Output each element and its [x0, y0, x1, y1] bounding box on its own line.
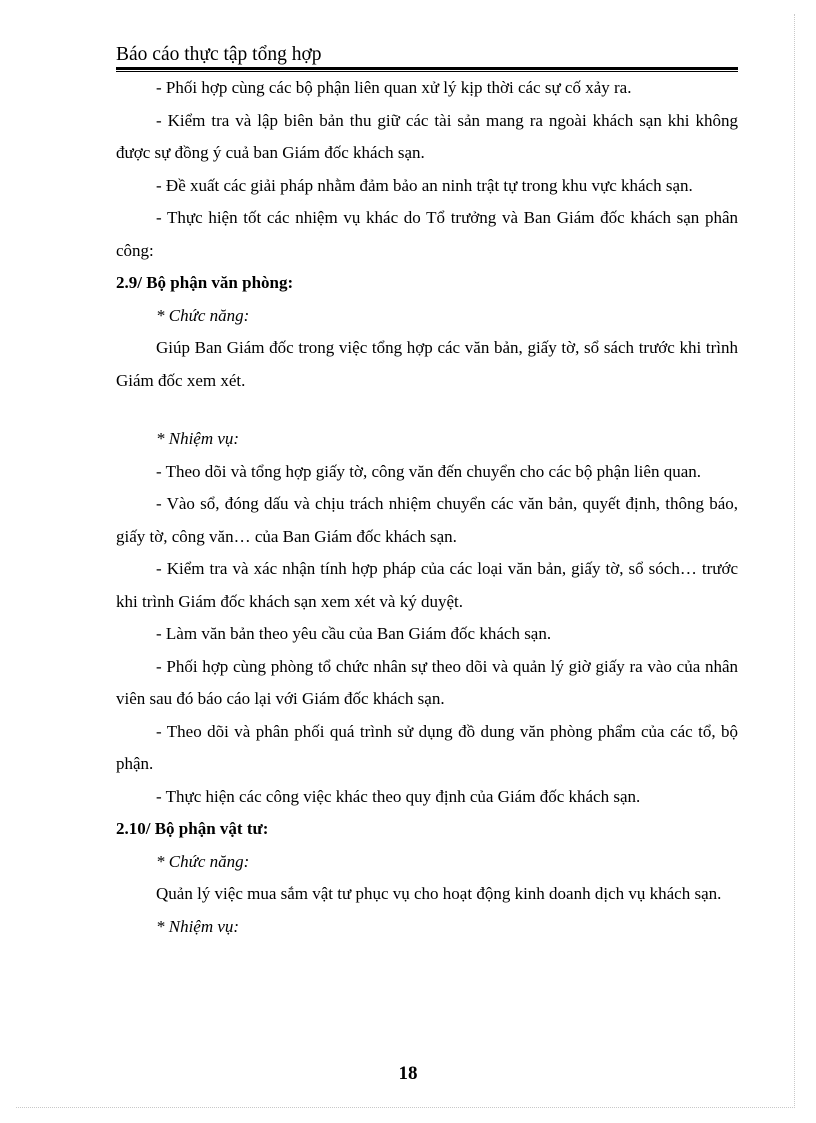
function-label: * Chức năng:	[156, 305, 250, 325]
paragraph: - Kiểm tra và lập biên bản thu giữ các tài sản mang ra ngoài khách sạn khi không được sự đồng ý cuả ban Giám đốc khách sạn.	[116, 110, 738, 162]
list-item: - Theo dõi và phân phối quá trình sử dụng đồ dung văn phòng phẩm của các tổ, bộ phận.	[116, 721, 738, 773]
list-item: - Làm văn bản theo yêu cầu của Ban Giám đốc khách sạn.	[156, 624, 552, 643]
section-heading-2-10: 2.10/ Bộ phận vật tư:	[116, 819, 269, 838]
list-item: - Thực hiện các công việc khác theo quy định của Giám đốc khách sạn.	[156, 786, 641, 806]
paragraph: - Thực hiện tốt các nhiệm vụ khác do Tổ trưởng và Ban Giám đốc khách sạn phân công:	[116, 208, 738, 260]
list-item: - Phối hợp cùng phòng tổ chức nhân sự theo dõi và quản lý giờ giấy ra vào của nhân viên sau đó báo cáo lại với Giám đốc khách sạn.	[116, 656, 738, 708]
header-rule-thick	[116, 67, 738, 70]
document-body	[116, 72, 738, 943]
duty-label: * Nhiệm vụ:	[156, 429, 240, 448]
paragraph: Quản lý việc mua sắm vật tư phục vụ cho hoạt động kinh doanh dịch vụ khách sạn.	[156, 884, 722, 903]
blank-line	[116, 397, 738, 423]
section-heading-2-9: 2.9/ Bộ phận văn phòng:	[116, 273, 294, 292]
paragraph: Giúp Ban Giám đốc trong việc tổng hợp các văn bản, giấy tờ, sổ sách trước khi trình Giám đốc xem xét.	[116, 338, 738, 390]
function-label: * Chức năng:	[156, 851, 250, 871]
list-item: - Theo dõi và tổng hợp giấy tờ, công văn đến chuyển cho các bộ phận liên quan.	[156, 461, 701, 481]
list-item: - Vào sổ, đóng dấu và chịu trách nhiệm chuyển các văn bản, quyết định, thông báo, giấy tờ, công văn… của Ban Giám đốc khách sạn.	[116, 494, 738, 546]
paragraph: - Phối hợp cùng các bộ phận liên quan xử lý kịp thời các sự cố xảy ra.	[156, 78, 632, 97]
header-title: Báo cáo thực tập tổng hợp	[116, 44, 322, 65]
paragraph: - Đề xuất các giải pháp nhằm đảm bảo an ninh trật tự trong khu vực khách sạn.	[156, 175, 693, 195]
duty-label: * Nhiệm vụ:	[156, 916, 240, 936]
list-item: - Kiểm tra và xác nhận tính hợp pháp của các loại văn bản, giấy tờ, sổ sóch… trước khi trình Giám đốc khách sạn xem xét và ký duyệt.	[116, 559, 738, 611]
page-number: 18	[398, 1063, 418, 1084]
page-header	[116, 44, 738, 72]
